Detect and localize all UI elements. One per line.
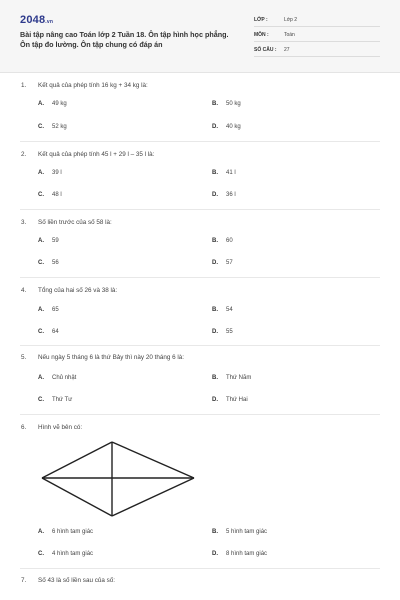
- option-letter: B.: [212, 238, 218, 244]
- option-text: 65: [52, 307, 59, 313]
- option-text: 39 l: [52, 170, 62, 176]
- meta-subject-value: Toán: [284, 32, 295, 38]
- option-text: 59: [52, 238, 59, 244]
- option-text: 60: [226, 238, 233, 244]
- option-letter: A.: [38, 307, 44, 313]
- option-text: 40 kg: [226, 124, 241, 130]
- option-letter: D.: [212, 124, 218, 130]
- question-number: 5.: [21, 354, 27, 361]
- option-a[interactable]: [38, 375, 76, 381]
- divider: [20, 414, 380, 415]
- option-text: 41 l: [226, 170, 236, 176]
- question-text: Kết quả của phép tính 45 l + 29 l – 35 l là:: [38, 151, 155, 158]
- option-text: 50 kg: [226, 101, 241, 107]
- question-text: Tổng của hai số 26 và 38 là:: [38, 287, 118, 294]
- question-number: 6.: [21, 424, 27, 431]
- option-letter: C.: [38, 397, 44, 403]
- divider: [20, 345, 380, 346]
- option-a[interactable]: [38, 170, 62, 176]
- option-text: 57: [226, 260, 233, 266]
- option-text: 36 l: [226, 192, 236, 198]
- page-title: Bài tập nâng cao Toán lớp 2 Tuần 18. Ôn tập hình học phẳng. Ôn tập đo lường. Ôn tập chung có đáp án: [20, 30, 229, 49]
- divider: [20, 277, 380, 278]
- option-c[interactable]: [38, 551, 93, 557]
- option-d[interactable]: [212, 551, 267, 557]
- option-a[interactable]: [38, 238, 59, 244]
- option-c[interactable]: [38, 397, 72, 403]
- option-text: 64: [52, 329, 59, 335]
- question-text: Kết quả của phép tính 16 kg + 34 kg là:: [38, 82, 148, 89]
- option-text: 56: [52, 260, 59, 266]
- option-letter: D.: [212, 397, 218, 403]
- figure-edge: [112, 442, 194, 478]
- question-number: 1.: [21, 82, 27, 89]
- question-number: 3.: [21, 219, 27, 226]
- option-text: 48 l: [52, 192, 62, 198]
- option-d[interactable]: [212, 192, 236, 198]
- option-letter: C.: [38, 551, 44, 557]
- option-a[interactable]: [38, 529, 93, 535]
- option-letter: A.: [38, 170, 44, 176]
- option-letter: D.: [212, 551, 218, 557]
- option-d[interactable]: [212, 260, 233, 266]
- meta-subject: [254, 29, 380, 42]
- option-d[interactable]: [212, 397, 248, 403]
- option-letter: A.: [38, 375, 44, 381]
- option-text: 8 hình tam giác: [226, 551, 268, 557]
- option-c[interactable]: [38, 260, 59, 266]
- option-b[interactable]: [212, 238, 233, 244]
- question-number: 4.: [21, 287, 27, 294]
- meta-subject-key: MÔN :: [254, 32, 269, 38]
- question-text: Nếu ngày 5 tháng 6 là thứ Bảy thì này 20 tháng 6 là:: [38, 354, 184, 361]
- question-text: Số liền trước của số 58 là:: [38, 219, 112, 226]
- option-letter: D.: [212, 329, 218, 335]
- figure-edge: [112, 478, 194, 516]
- option-b[interactable]: [212, 375, 251, 381]
- option-d[interactable]: [212, 124, 241, 130]
- meta-grade: [254, 14, 380, 27]
- meta-grade-value: Lớp 2: [284, 17, 298, 23]
- option-text: 49 kg: [52, 101, 67, 107]
- option-letter: A.: [38, 529, 44, 535]
- option-text: Thứ Năm: [226, 375, 252, 381]
- option-letter: A.: [38, 238, 44, 244]
- question-text: Số 43 là số liền sau của số:: [38, 577, 116, 584]
- option-b[interactable]: [212, 307, 233, 313]
- document-header: [0, 0, 400, 73]
- divider: [20, 209, 380, 210]
- logo-domain: .vn: [45, 19, 54, 25]
- figure-edge: [42, 442, 112, 478]
- option-a[interactable]: [38, 307, 59, 313]
- option-c[interactable]: [38, 192, 62, 198]
- option-letter: B.: [212, 529, 218, 535]
- option-d[interactable]: [212, 329, 233, 335]
- option-text: 54: [226, 307, 233, 313]
- option-letter: C.: [38, 192, 44, 198]
- option-b[interactable]: [212, 101, 241, 107]
- option-letter: B.: [212, 170, 218, 176]
- option-letter: C.: [38, 329, 44, 335]
- option-c[interactable]: [38, 124, 67, 130]
- question-text: Hình vẽ bên có:: [38, 424, 83, 431]
- site-logo[interactable]: [20, 14, 53, 26]
- option-text: Thứ Hai: [226, 397, 248, 403]
- option-text: Chủ nhật: [52, 375, 77, 381]
- option-text: 6 hình tam giác: [52, 529, 94, 535]
- option-text: 5 hình tam giác: [226, 529, 268, 535]
- option-letter: C.: [38, 124, 44, 130]
- option-a[interactable]: [38, 101, 67, 107]
- option-letter: B.: [212, 375, 218, 381]
- meta-count-value: 27: [284, 47, 290, 53]
- option-b[interactable]: [212, 529, 267, 535]
- option-letter: B.: [212, 101, 218, 107]
- meta-count-key: SỐ CÂU :: [254, 47, 277, 53]
- option-letter: C.: [38, 260, 44, 266]
- figure-edge: [42, 478, 112, 516]
- divider: [20, 568, 380, 569]
- option-letter: B.: [212, 307, 218, 313]
- option-text: 55: [226, 329, 233, 335]
- option-text: 4 hình tam giác: [52, 551, 94, 557]
- meta-grade-key: LỚP :: [254, 17, 268, 23]
- triangle-figure: [38, 436, 200, 522]
- option-letter: A.: [38, 101, 44, 107]
- question-number: 7.: [21, 577, 27, 584]
- logo-text: 2048: [20, 14, 46, 26]
- question-number: 2.: [21, 151, 27, 158]
- option-letter: D.: [212, 260, 218, 266]
- option-text: 52 kg: [52, 124, 67, 130]
- divider: [20, 141, 380, 142]
- option-text: Thứ Tư: [52, 397, 73, 403]
- option-letter: D.: [212, 192, 218, 198]
- option-c[interactable]: [38, 329, 59, 335]
- meta-count: [254, 44, 380, 57]
- option-b[interactable]: [212, 170, 236, 176]
